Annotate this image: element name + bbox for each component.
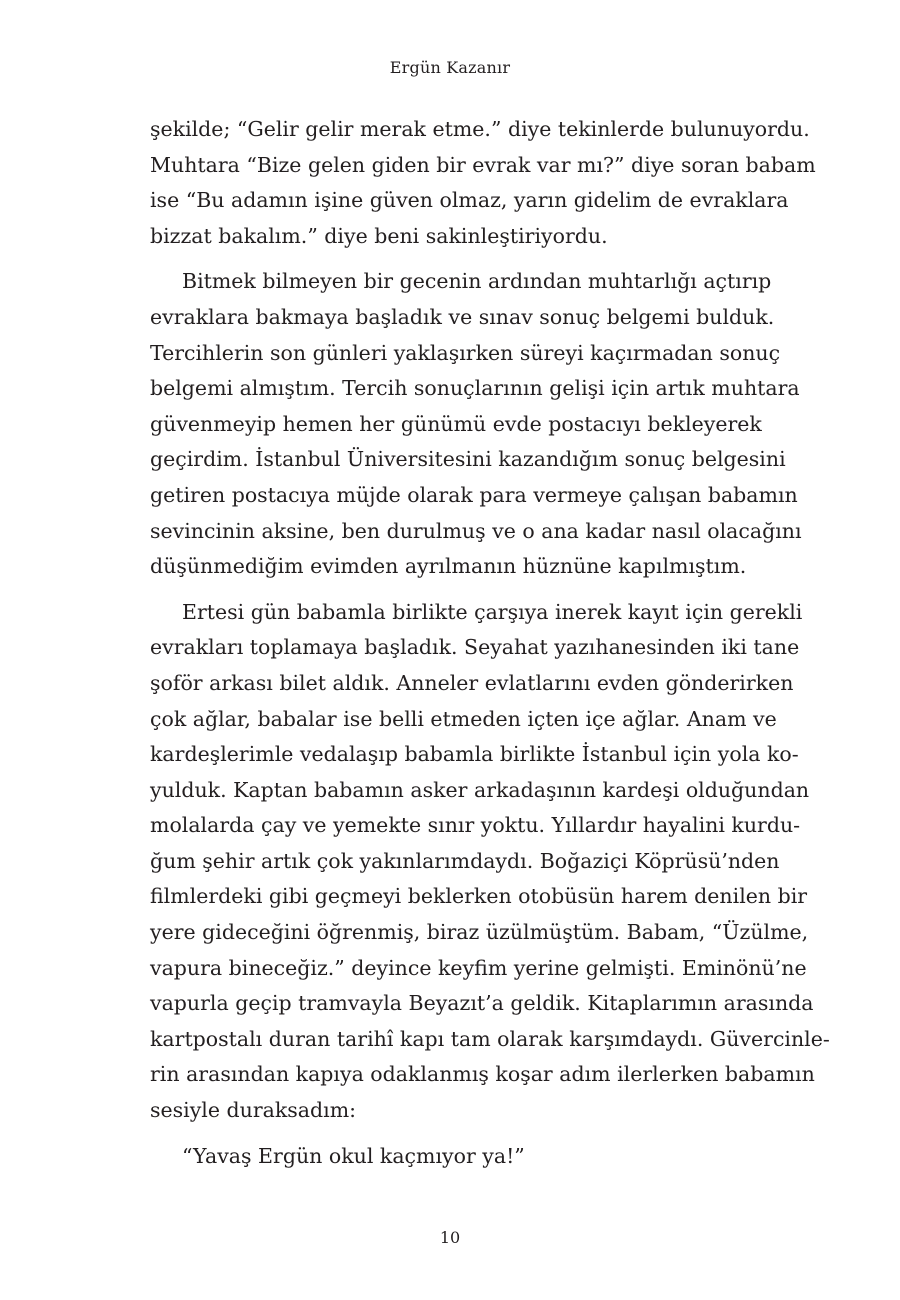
paragraph-4-dialogue	[150, 1139, 751, 1175]
text-line: geçirdim. İstanbul Üniversitesini kazandığım sonuç belgesini	[150, 447, 786, 472]
text-line: belgemi almıştım. Tercih sonuçlarının gelişi için artık muhtara	[150, 376, 800, 401]
page-number: 10	[439, 1228, 461, 1247]
paragraph-3	[150, 595, 830, 1129]
text-line: sevincinin aksine, ben durulmuş ve o ana kadar nasıl olacağını	[150, 518, 802, 543]
text-line: şekilde; “Gelir gelir merak etme.” diye tekinlerde bulunuyordu.	[150, 117, 810, 141]
text-line: Bitmek bilmeyen bir gecenin ardından muhtarlığı açtırıp	[182, 269, 772, 294]
text-line: sesiyle duraksadım:	[150, 1098, 357, 1123]
text-line: evraklara bakmaya başladık ve sınav sonuç belgemi bulduk.	[150, 304, 775, 329]
text-line: çok ağlar, babalar ise belli etmeden içten içe ağlar. Anam ve	[150, 706, 777, 731]
text-line: Muhtara “Bize gelen giden bir evrak var mı?” diye soran babam	[150, 152, 816, 177]
text-line: düşünmediğim evimden ayrılmanın hüznüne kapılmıştım.	[150, 554, 747, 579]
text-line: rin arasından kapıya odaklanmış koşar adım ilerlerken babamın	[150, 1062, 815, 1087]
text-line: kardeşlerimle vedalaşıp babamla birlikte İstanbul için yola ko-	[150, 742, 799, 767]
running-head-author: Ergün Kazanır	[389, 58, 511, 77]
text-line: “Yavaş Ergün okul kaçmıyor ya!”	[182, 1143, 525, 1168]
text-line: molalarda çay ve yemekte sınır yoktu. Yıllardır hayalini kurdu-	[150, 813, 801, 838]
paragraph-2	[150, 264, 802, 584]
body-text	[150, 112, 830, 1174]
text-line: vapurla geçip tramvayla Beyazıt’a geldik. Kitaplarımın arasında	[150, 991, 814, 1016]
text-line: filmlerdeki gibi geçmeyi beklerken otobüsün harem denilen bir	[150, 884, 808, 909]
text-line: vapura bineceğiz.” deyince keyfim yerine gelmişti. Eminönü’ne	[150, 955, 807, 980]
text-line: ise “Bu adamın işine güven olmaz, yarın gidelim de evraklara	[150, 188, 789, 213]
text-line: yere gideceğini öğrenmiş, biraz üzülmüştüm. Babam, “Üzülme,	[150, 920, 809, 945]
text-line: Tercihlerin son günleri yaklaşırken süreyi kaçırmadan sonuç	[150, 340, 781, 365]
paragraph-1	[150, 112, 816, 254]
text-line: güvenmeyip hemen her günümü evde postacıyı bekleyerek	[150, 411, 762, 436]
text-line: evrakları toplamaya başladık. Seyahat yazıhanesinden iki tane	[150, 635, 800, 660]
text-line: Ertesi gün babamla birlikte çarşıya inerek kayıt için gerekli	[182, 599, 803, 624]
text-line: şoför arkası bilet aldık. Anneler evlatlarını evden gönderirken	[150, 670, 794, 695]
text-line: kartpostalı duran tarihî kapı tam olarak karşımdaydı. Güvercinle-	[150, 1026, 830, 1051]
text-line: getiren postacıya müjde olarak para vermeye çalışan babamın	[150, 482, 798, 507]
text-line: bizzat bakalım.” diye beni sakinleştiriyordu.	[150, 223, 608, 248]
text-line: ğum şehir artık çok yakınlarımdaydı. Boğaziçi Köprüsü’nden	[150, 848, 780, 873]
text-line: yulduk. Kaptan babamın asker arkadaşının kardeşi olduğundan	[150, 777, 810, 802]
